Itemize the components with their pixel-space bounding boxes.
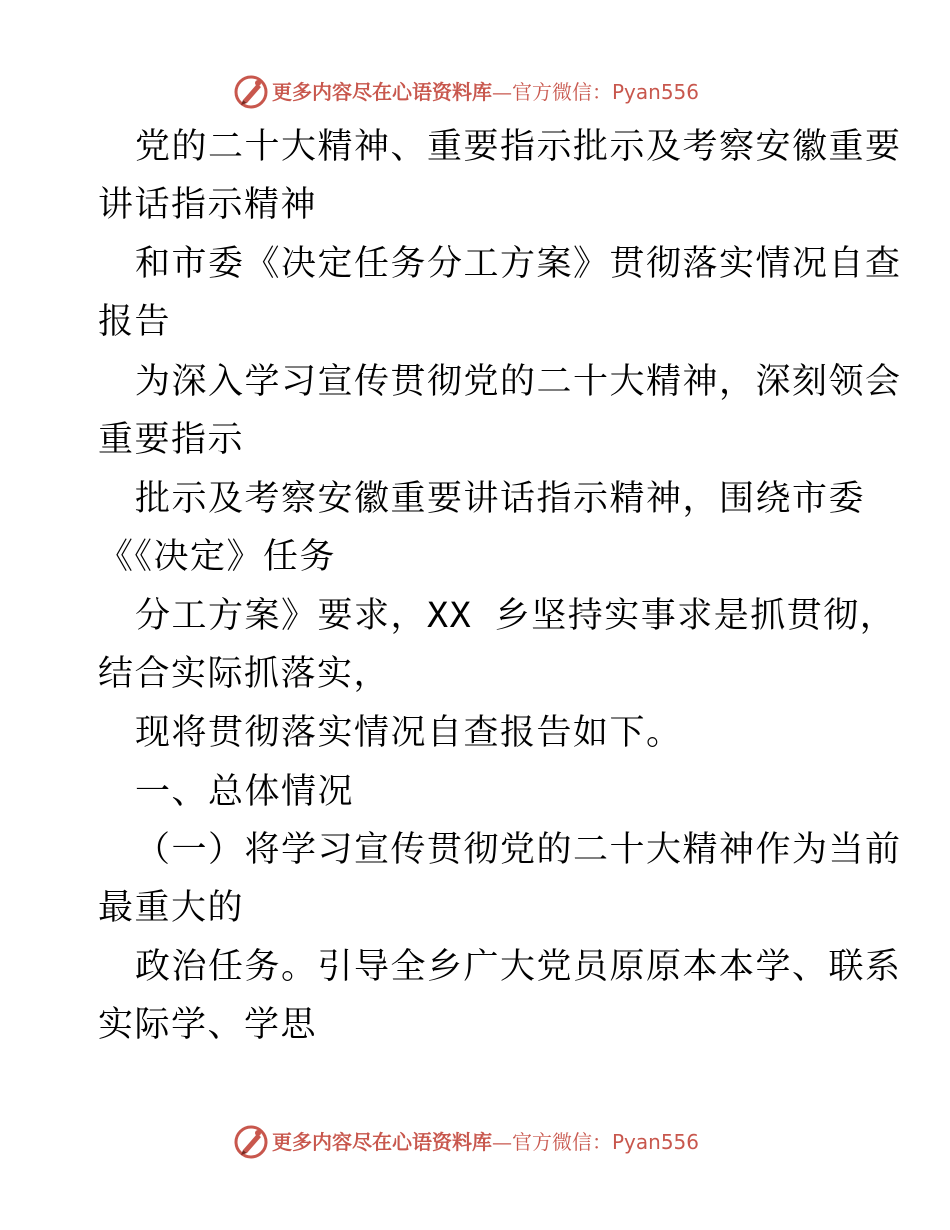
text-line: 《《决定》任务 <box>98 537 337 577</box>
watermark-wechat: 官方微信：Pyan556 <box>512 1130 700 1154</box>
text-line: （一）将学习宣传贯彻党的二十大精神作为当前 <box>135 830 902 870</box>
text-line: 报告 <box>98 302 172 342</box>
text-line: 政治任务。引导全乡广大党员原原本本学、联系 <box>135 947 902 987</box>
text-line: 讲话指示精神 <box>98 185 318 225</box>
footer-watermark <box>0 1122 950 1162</box>
watermark-site: 更多内容尽在心语资料库 <box>272 80 492 104</box>
watermark-separator: — <box>492 1130 512 1154</box>
watermark-separator: — <box>492 80 512 104</box>
text-line: 现将贯彻落实情况自查报告如下。 <box>135 713 683 753</box>
header-watermark <box>0 72 950 112</box>
pen-logo-icon <box>233 1124 269 1160</box>
watermark-text <box>272 77 699 107</box>
watermark-text <box>272 1127 699 1157</box>
text-line: 一、总体情况 <box>135 772 355 812</box>
text-line: 最重大的 <box>98 888 245 928</box>
text-line: 和市委《决定任务分工方案》贯彻落实情况自查 <box>135 244 902 284</box>
watermark-site: 更多内容尽在心语资料库 <box>272 1130 492 1154</box>
text-line: 党的二十大精神、重要指示批示及考察安徽重要 <box>135 127 902 167</box>
text-line: 分工方案》要求，XX 乡坚持实事求是抓贯彻， <box>135 596 897 636</box>
text-line: 实际学、学思 <box>98 1005 318 1045</box>
text-line: 批示及考察安徽重要讲话指示精神，围绕市委 <box>135 479 866 519</box>
text-line: 为深入学习宣传贯彻党的二十大精神，深刻领会 <box>135 362 902 402</box>
watermark-wechat: 官方微信：Pyan556 <box>512 80 700 104</box>
text-line: 结合实际抓落实， <box>98 654 391 694</box>
pen-logo-icon <box>233 74 269 110</box>
text-line: 重要指示 <box>98 420 245 460</box>
